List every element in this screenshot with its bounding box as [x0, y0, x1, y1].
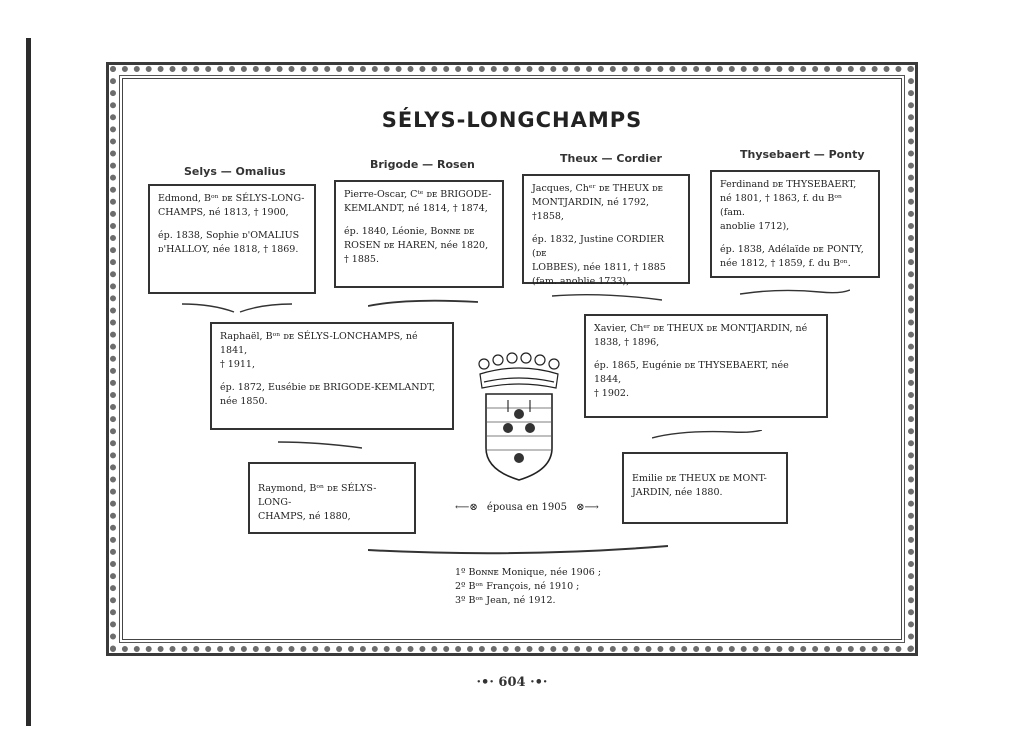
ornament-icon: ·•· — [530, 675, 548, 690]
brace-left-b — [368, 296, 478, 310]
page-title: SÉLYS-LONGCHAMPS — [381, 108, 643, 132]
box-pierre-oscar: Pierre-Oscar, Cᵗᵉ ᴅᴇ BRIGODE- KEMLANDT, né 1814, † 1874, ép. 1840, Léonie, Bᴏɴɴᴇ ᴅᴇ ROSEN ᴅᴇ HAREN, née 1820, † 1885. — [334, 180, 504, 288]
brace-right-b — [740, 288, 850, 302]
brace-gen3-left — [278, 440, 362, 454]
box-edmond: Edmond, Bᵒⁿ ᴅᴇ SÉLYS-LONG- CHAMPS, né 1813, † 1900, ép. 1838, Sophie ᴅ'OMALIUS ᴅ'HALLOY, née 1818, † 1869. — [148, 184, 316, 294]
box-ferdinand: Ferdinand ᴅᴇ THYSEBAERT, né 1801, † 1863, f. du Bᵒⁿ (fam. anoblie 1712), ép. 1838, Adélaïde ᴅᴇ PONTY, née 1812, † 1859, f. du Bᵒⁿ. — [710, 170, 880, 278]
child-francois: 2º Bᵒⁿ François, né 1910 ; — [455, 581, 580, 592]
children-list — [455, 566, 601, 608]
header-theux-cordier: Theux — Cordier — [560, 152, 662, 165]
header-brigode-rosen: Brigode — Rosen — [370, 158, 475, 171]
arrow-left-icon: ⟵⊗ — [455, 502, 478, 513]
marriage-note: ⟵⊗ épousa en 1905 ⊗⟶ — [455, 502, 599, 513]
child-jean: 3º Bᵒⁿ Jean, né 1912. — [455, 595, 556, 606]
box-raymond: Raymond, Bᵒⁿ ᴅᴇ SÉLYS-LONG- CHAMPS, né 1880, — [248, 462, 416, 534]
box-emilie: Emilie ᴅᴇ THEUX ᴅᴇ MONT- JARDIN, née 1880. — [622, 452, 788, 524]
box-jacques: Jacques, Chᵉʳ ᴅᴇ THEUX ᴅᴇ MONTJARDIN, né 1792, †1858, ép. 1832, Justine CORDIER (ᴅᴇ LOBBES), née 1811, † 1885 (fam. anoblie 1733), — [522, 174, 690, 284]
child-monique: 1º Bᴏɴɴᴇ Monique, née 1906 ; — [455, 567, 602, 578]
brace-right-a — [552, 292, 662, 306]
scan-edge — [26, 38, 31, 726]
brace-gen3-right — [652, 430, 762, 444]
brace-children — [368, 544, 668, 558]
coat-of-arms-icon — [470, 352, 568, 484]
page-number: ·•· 604 ·•· — [476, 675, 548, 690]
box-raphael: Raphaël, Bᵒⁿ ᴅᴇ SÉLYS-LONCHAMPS, né 1841, † 1911, ép. 1872, Eusébie ᴅᴇ BRIGODE-KEMLANDT, née 1850. — [210, 322, 454, 430]
arrow-right-icon: ⊗⟶ — [576, 502, 599, 513]
header-thysebaert-ponty: Thysebaert — Ponty — [740, 148, 865, 161]
brace-left-a — [182, 302, 292, 316]
header-selys-omalius: Selys — Omalius — [184, 165, 286, 178]
box-xavier: Xavier, Chᵉʳ ᴅᴇ THEUX ᴅᴇ MONTJARDIN, né 1838, † 1896, ép. 1865, Eugénie ᴅᴇ THYSEBAERT, née 1844, † 1902. — [584, 314, 828, 418]
ornament-icon: ·•· — [476, 675, 494, 690]
